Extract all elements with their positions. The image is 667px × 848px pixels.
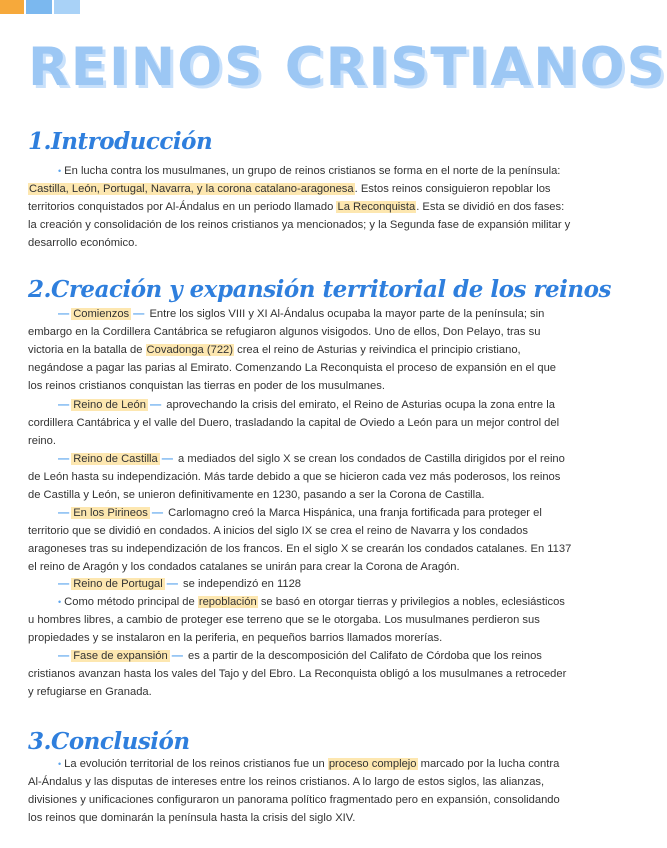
bullet-icon: • [58,759,62,769]
dash-icon: — [58,399,70,411]
page-title: REINOS CRISTIANOS [28,37,667,98]
dash-icon: — [166,578,178,590]
heading-conclusion: 3.Conclusión [28,728,190,755]
paragraph-reino-portugal: — Reino de Portugal — se independizó en 1128 [58,578,302,590]
dash-icon: — [58,453,70,465]
label-reino-castilla: Reino de Castilla [73,453,158,465]
highlight-reconquista: La Reconquista [337,201,416,214]
dash-icon: — [151,507,163,519]
dash-icon: — [161,453,173,465]
dash-icon: — [133,308,145,320]
dash-icon: — [171,650,183,662]
label-fase-expansion: Fase de expansión [73,650,168,662]
label-reino-portugal: Reino de Portugal [73,578,163,590]
paragraph-pirineos: — En los Pirineos — Carlomagno creó la Marca Hispánica, una franja fortificada para proteger el territorio que se dividió en condados. A inicios del siglo IX se crea el reino de Navarra y los condados aragoneses tras su independización de los francos. En el siglo X se crearán los condados catalanes. En 1137 el reino de Aragón y los condados catalanes se unirán para crear la Corona de Aragón. [28,507,572,574]
label-pirineos: En los Pirineos [73,507,148,519]
heading-introduccion: 1.Introducción [28,128,213,155]
heading-creacion: 2.Creación y expansión territorial de los reinos [28,276,611,303]
dash-icon: — [58,650,70,662]
dash-icon: — [149,399,162,411]
blue-tab [26,0,52,14]
highlight-reinos: Castilla, León, Portugal, Navarra, y la corona catalano-aragonesa [29,183,354,196]
paragraph-reino-leon: — Reino de León — aprovechando la crisis del emirato, el Reino de Asturias ocupa la zona entre la cordillera Cantábrica y el valle del Duero, trasladando la capital de Oviedo a León para un mejor control del reino. [28,399,560,448]
bullet-icon: • [58,166,62,176]
light-blue-tab [54,0,80,14]
dash-icon: — [58,308,70,320]
top-tabs [0,0,82,14]
paragraph-reino-castilla: — Reino de Castilla — a mediados del siglo X se crean los condados de Castilla dirigidos por el reino de León hasta su independización. Más tarde debido a que se hicieron cada vez más poderosos, los reinos de Castilla y León, se unieron definitivamente en 1230, pasando a ser la Corona de Castilla. [28,453,565,502]
dash-icon: — [58,507,70,519]
paragraph-repoblacion: • Como método principal de repoblación se basó en otorgar tierras y privilegios a nobles, eclesiásticos u hombres libres, a cambio de proteger ese terreno que se le otorgaba. Los musulmanes perdieron sus propiedades y se instalaron en la periferia, en pequeños barrios llamados morerías. [28,596,565,645]
bullet-icon: • [58,597,62,607]
orange-tab [0,0,24,14]
paragraph-comienzos: — Comienzos — Entre los siglos VIII y XI Al-Ándalus ocupaba la mayor parte de la península; sin embargo en la Cordillera Cantábrica se refugiaron algunos visigodos. Uno de ellos, Don Pelayo, tras su victoria en la batalla de Covadonga (722) crea el reino de Asturias y reivindica el principio cristiano, negándose a pagar las parias al Emirato. Comenzando La Reconquista el proceso de expansión en el que los reinos cristianos conquistan las tierras en poder de los musulmanes. [28,308,557,393]
highlight-repoblacion: repoblación [198,596,257,608]
highlight-covadonga: Covadonga (722) [146,344,233,357]
label-reino-leon: Reino de León [73,399,146,411]
highlight-proceso-complejo: proceso complejo [328,758,417,770]
intro-paragraph: • En lucha contra los musulmanes, un grupo de reinos cristianos se forma en el norte de la península: Castilla, León, Portugal, Navarra, y la corona catalano-aragonesa. Estos reinos consiguieron repoblar los territorios conquistados por Al-Ándalus en un periodo llamado La Reconquista. Esta se dividió en dos fases: la creación y consolidación de los reinos cristianos ya mencionados; y la Segunda fase de expansión militar y desarrollo económico. [28,165,571,250]
paragraph-fase-expansion: — Fase de expansión — es a partir de la descomposición del Califato de Córdoba que los reinos cristianos avanzan hasta los vales del Tajo y del Ebro. La Reconquista obligó a los musulmanes a retroceder y refugiarse en Granada. [28,650,567,699]
dash-icon: — [58,578,70,590]
conclusion-paragraph: • La evolución territorial de los reinos cristianos fue un proceso complejo marcado por la lucha contra Al-Ándalus y las disputas de intereses entre los reinos cristianos. A lo largo de estos siglos, las alianzas, divisiones y unificaciones configuraron un panorama político fragmentado pero en expansión, consolidando los reinos que dominarán la península hasta la crisis del siglo XIV. [28,758,560,825]
label-comienzos: Comienzos [73,308,130,320]
